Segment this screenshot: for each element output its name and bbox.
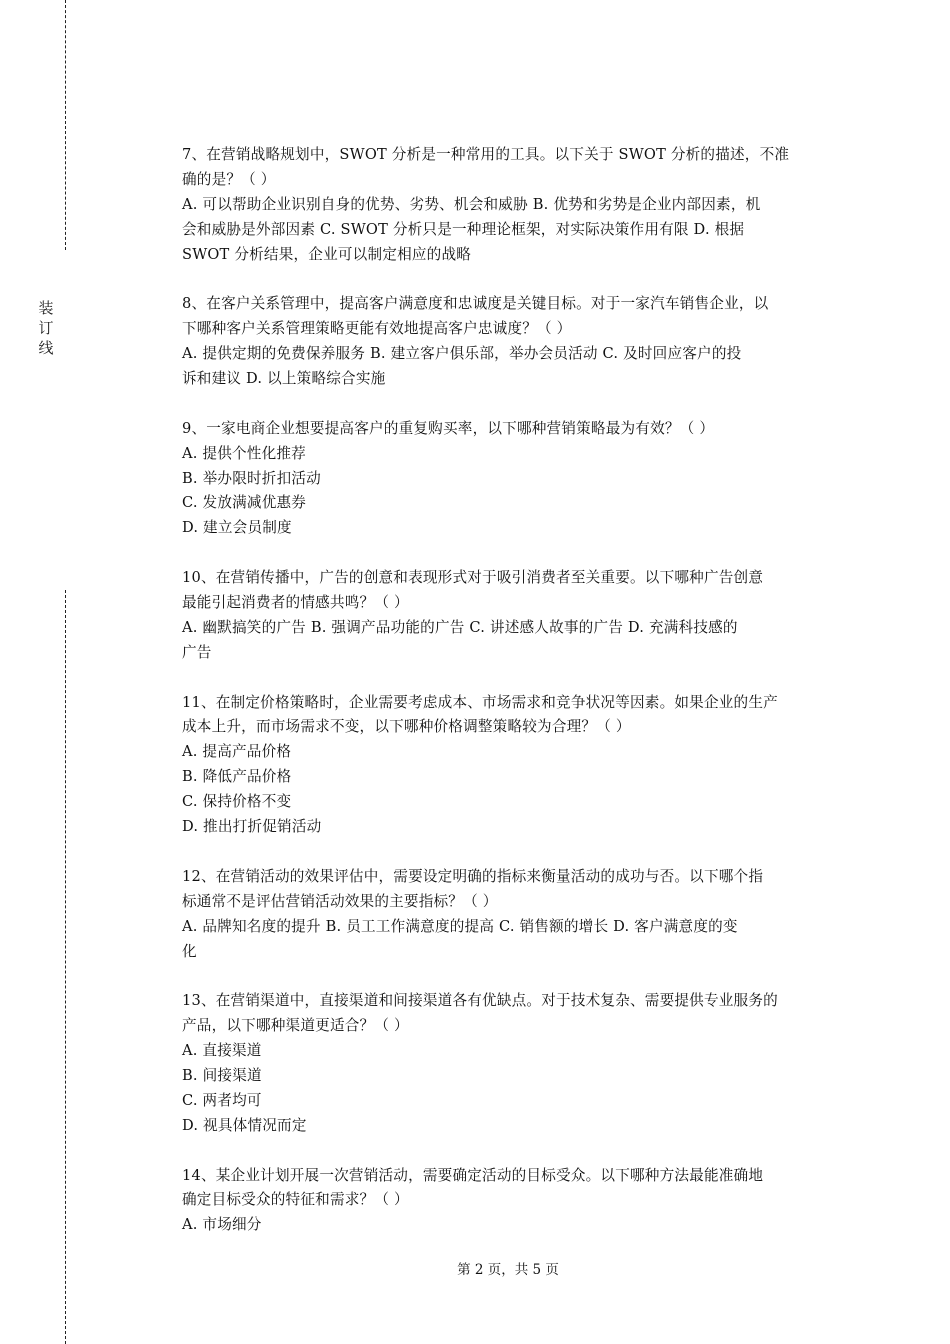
question-stem-line: 14、某企业计划开展一次营销活动，需要确定活动的目标受众。以下哪种方法最能准确地 (182, 1166, 764, 1184)
question-text-line: 标通常不是评估营销活动效果的主要指标？（ ） (182, 892, 498, 910)
question-text-line: B. 间接渠道 (182, 1066, 262, 1084)
question-text-line: D. 推出打折促销活动 (182, 818, 322, 836)
question-text-line: 下哪种客户关系管理策略更能有效地提高客户忠诚度？（ ） (182, 320, 572, 338)
question-text-line: C. 保持价格不变 (182, 793, 292, 811)
question-14 (182, 1164, 842, 1239)
question-text-line: C. 发放满减优惠券 (182, 494, 307, 512)
question-text-line: 最能引起消费者的情感共鸣？（ ） (182, 594, 409, 612)
binding-label (38, 298, 54, 358)
binding-label-char: 装 (38, 299, 54, 317)
question-text-line: 成本上升，而市场需求不变，以下哪种价格调整策略较为合理？（ ） (182, 718, 631, 736)
question-13 (182, 989, 842, 1138)
question-text-line: 会和威胁是外部因素 C. SWOT 分析只是一种理论框架，对实际决策作用有限 D. 根据 (182, 220, 745, 238)
question-text-line: B. 举办限时折扣活动 (182, 469, 321, 487)
question-text-line: C. 两者均可 (182, 1091, 262, 1109)
question-text-line: 广告 (182, 643, 212, 661)
question-stem-line: 12、在营销活动的效果评估中，需要设定明确的指标来衡量活动的成功与否。以下哪个指 (182, 867, 764, 885)
question-12 (182, 865, 842, 965)
question-11 (182, 691, 842, 840)
question-8 (182, 292, 842, 392)
question-stem-line: 9、一家电商企业想要提高客户的重复购买率，以下哪种营销策略最为有效？（ ） (182, 419, 715, 437)
question-stem-line: 7、在营销战略规划中，SWOT 分析是一种常用的工具。以下关于 SWOT 分析的描述，不准 (182, 146, 790, 163)
question-stem-line: 10、在营销传播中，广告的创意和表现形式对于吸引消费者至关重要。以下哪种广告创意 (182, 569, 764, 587)
question-stem-line: 11、在制定价格策略时，企业需要考虑成本、市场需求和竞争状况等因素。如果企业的生产 (182, 693, 778, 711)
question-text-line: 确的是？（ ） (182, 170, 276, 188)
question-text-line: A. 提高产品价格 (182, 743, 292, 761)
question-text-line: A. 幽默搞笑的广告 B. 强调产品功能的广告 C. 讲述感人故事的广告 D. 充满科技感的 (182, 618, 738, 636)
binding-line-top (65, 0, 66, 250)
question-list (182, 143, 842, 1263)
question-text-line: B. 降低产品价格 (182, 768, 292, 786)
page-footer: 第 2 页，共 5 页 (457, 1262, 559, 1278)
question-text-line: A. 品牌知名度的提升 B. 员工工作满意度的提高 C. 销售额的增长 D. 客户满意度的变 (182, 917, 738, 935)
question-text-line: D. 视具体情况而定 (182, 1116, 307, 1134)
question-text-line: A. 直接渠道 (182, 1042, 262, 1060)
binding-label-char: 线 (38, 339, 54, 357)
binding-line-bottom (65, 590, 66, 1344)
question-text-line: 确定目标受众的特征和需求？（ ） (182, 1191, 409, 1209)
question-text-line: A. 可以帮助企业识别自身的优势、劣势、机会和威胁 B. 优势和劣势是企业内部因素，机 (182, 195, 761, 213)
question-text-line: A. 提供定期的免费保养服务 B. 建立客户俱乐部，举办会员活动 C. 及时回应客户的投 (182, 345, 742, 363)
question-text-line: D. 建立会员制度 (182, 519, 292, 537)
question-stem-line: 13、在营销渠道中，直接渠道和间接渠道各有优缺点。对于技术复杂、需要提供专业服务的 (182, 992, 778, 1010)
question-7 (182, 143, 842, 267)
question-text-line: 产品，以下哪种渠道更适合？（ ） (182, 1017, 409, 1035)
question-text-line: 化 (182, 942, 197, 960)
binding-label-char: 订 (38, 319, 54, 337)
question-text-line: A. 市场细分 (182, 1216, 262, 1234)
question-text-line: A. 提供个性化推荐 (182, 444, 306, 462)
question-text-line: 诉和建议 D. 以上策略综合实施 (182, 370, 386, 388)
question-stem-line: 8、在客户关系管理中，提高客户满意度和忠诚度是关键目标。对于一家汽车销售企业，以 (182, 295, 769, 313)
question-10 (182, 566, 842, 666)
question-text-line: SWOT 分析结果，企业可以制定相应的战略 (182, 245, 472, 263)
question-9 (182, 417, 842, 541)
